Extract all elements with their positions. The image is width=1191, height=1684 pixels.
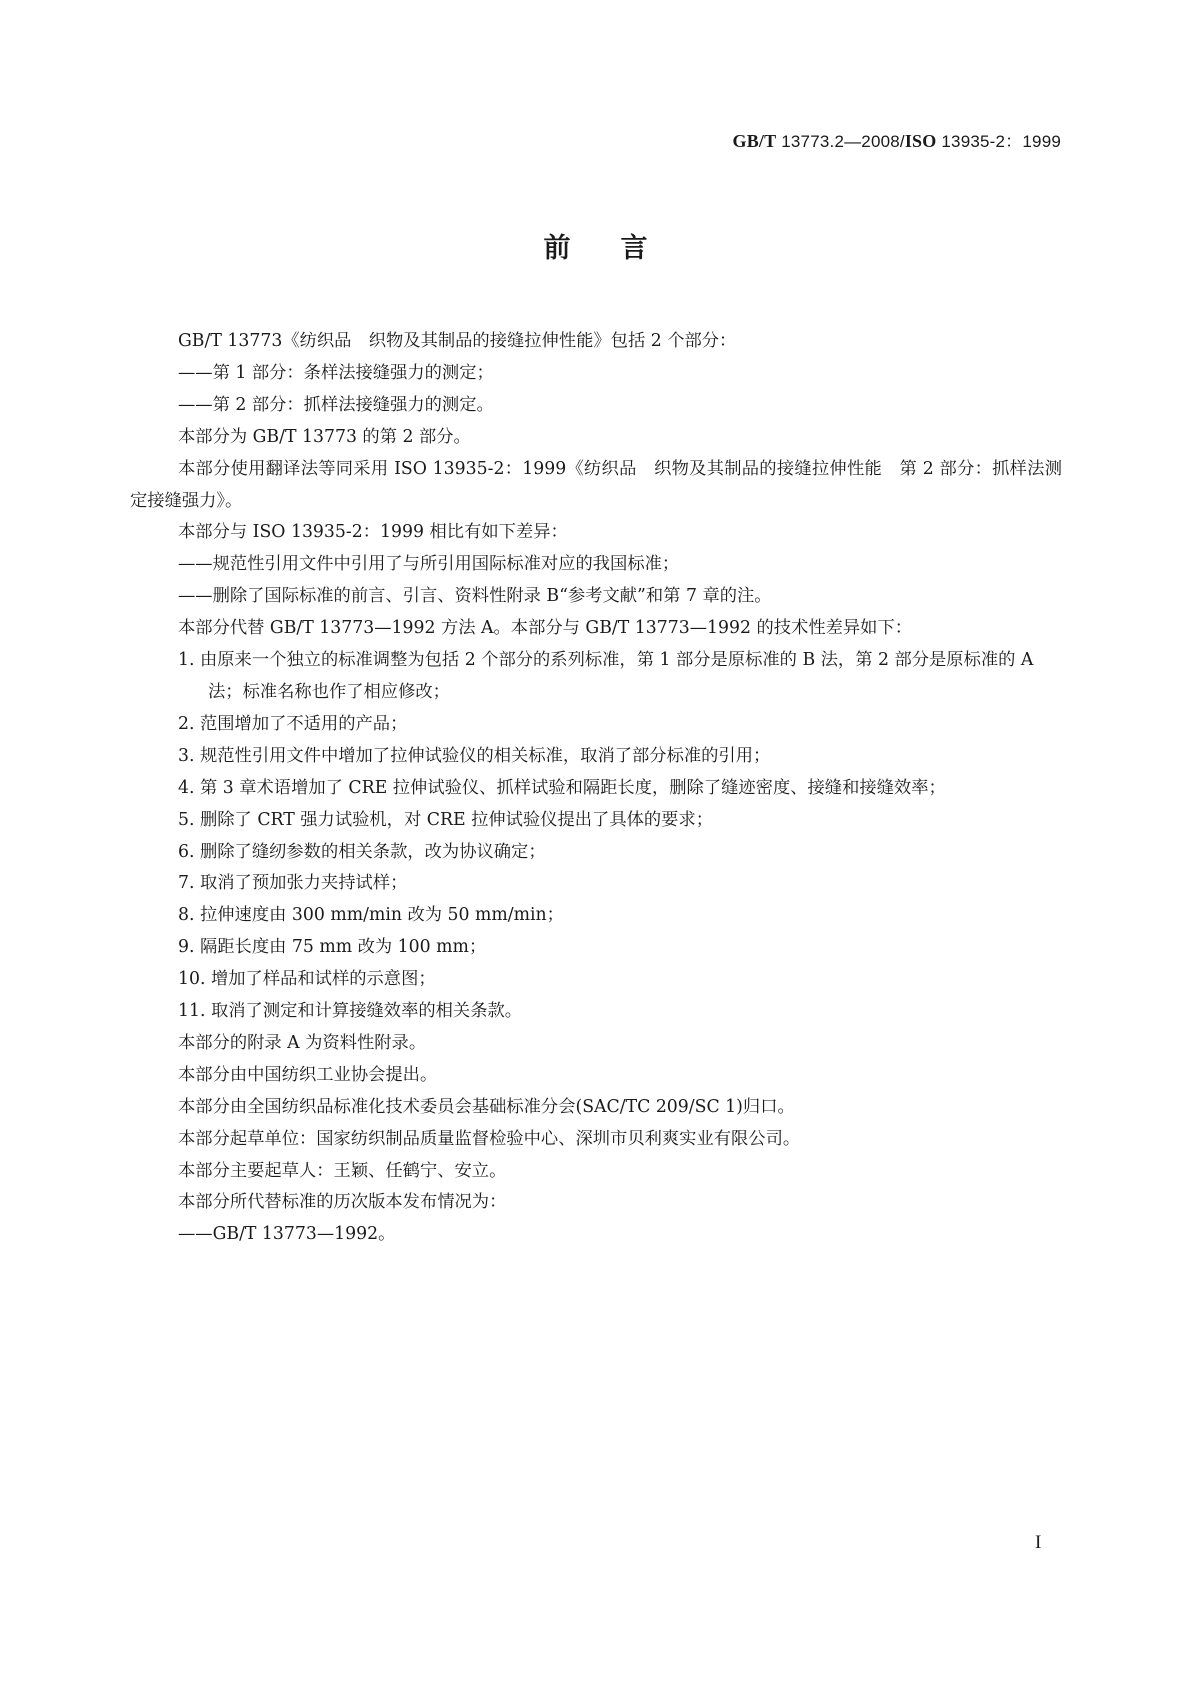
list-item-difference-deletions: ——删除了国际标准的前言、引言、资料性附录 B“参考文献”和第 7 章的注。 [178, 586, 772, 607]
technical-difference-item: 7. 取消了预加张力夹持试样； [178, 873, 408, 894]
standard-code-gbt: GB/T [732, 131, 777, 151]
list-item-previous-edition: ——GB/T 13773—1992。 [178, 1224, 396, 1245]
paragraph-administered-by: 本部分由全国纺织品标准化技术委员会基础标准分会(SAC/TC 209/SC 1)归口。 [178, 1096, 795, 1117]
page-number: I [1035, 1532, 1042, 1553]
foreword-body [130, 326, 1062, 1251]
list-item-part-1: ——第 1 部分：条样法接缝强力的测定； [178, 362, 494, 383]
technical-difference-item: 1. 由原来一个独立的标准调整为包括 2 个部分的系列标准，第 1 部分是原标准的 B 法，第 2 部分是原标准的 A 法；标准名称也作了相应修改； [178, 650, 1034, 702]
standard-number-gbt: 13773.2—2008/ [776, 132, 905, 151]
paragraph-this-part: 本部分为 GB/T 13773 的第 2 部分。 [178, 426, 471, 447]
page-title: 前言 [543, 233, 698, 264]
list-item-part-2: ——第 2 部分：抓样法接缝强力的测定。 [178, 394, 494, 415]
paragraph-translation-method: 本部分使用翻译法等同采用 ISO 13935-2：1999《纺织品 织物及其制品的接缝拉伸性能 第 2 部分：抓样法测定接缝强力》。 [130, 458, 1062, 511]
document-header [733, 127, 1062, 152]
paragraph-parts-intro: GB/T 13773《纺织品 织物及其制品的接缝拉伸性能》包括 2 个部分： [178, 331, 737, 351]
list-item-difference-references: ——规范性引用文件中引用了与所引用国际标准对应的我国标准； [178, 554, 680, 575]
standard-number-iso: 13935-2：1999 [936, 132, 1061, 151]
technical-difference-item: 5. 删除了 CRT 强力试验机，对 CRE 拉伸试验仪提出了具体的要求； [178, 809, 714, 830]
technical-difference-item: 11. 取消了测定和计算接缝效率的相关条款。 [178, 1001, 523, 1022]
paragraph-annex: 本部分的附录 A 为资料性附录。 [178, 1032, 427, 1053]
technical-difference-item: 4. 第 3 章术语增加了 CRE 拉伸试验仪、抓样试验和隔距长度，删除了缝迹密度、接缝和接缝效率； [178, 777, 946, 798]
paragraph-previous-editions: 本部分所代替标准的历次版本发布情况为： [178, 1192, 507, 1213]
technical-difference-item: 3. 规范性引用文件中增加了拉伸试验仪的相关标准，取消了部分标准的引用； [178, 745, 771, 766]
paragraph-drafting-units: 本部分起草单位：国家纺织制品质量监督检验中心、深圳市贝利爽实业有限公司。 [178, 1128, 801, 1149]
technical-difference-item: 9. 隔距长度由 75 mm 改为 100 mm； [178, 937, 487, 958]
technical-difference-item: 2. 范围增加了不适用的产品； [178, 713, 408, 734]
paragraph-replaces: 本部分代替 GB/T 13773—1992 方法 A。本部分与 GB/T 13773—1992 的技术性差异如下： [178, 618, 913, 639]
technical-difference-item: 6. 删除了缝纫参数的相关条款，改为协议确定； [178, 841, 546, 862]
standard-code-iso: ISO [904, 131, 937, 151]
paragraph-proposed-by: 本部分由中国纺织工业协会提出。 [178, 1064, 438, 1085]
technical-difference-item: 10. 增加了样品和试样的示意图； [178, 969, 436, 990]
paragraph-drafters: 本部分主要起草人：王颖、任鹤宁、安立。 [178, 1160, 507, 1181]
technical-difference-item: 8. 拉伸速度由 300 mm/min 改为 50 mm/min； [178, 905, 564, 926]
paragraph-differences-intro: 本部分与 ISO 13935-2：1999 相比有如下差异： [178, 522, 568, 543]
